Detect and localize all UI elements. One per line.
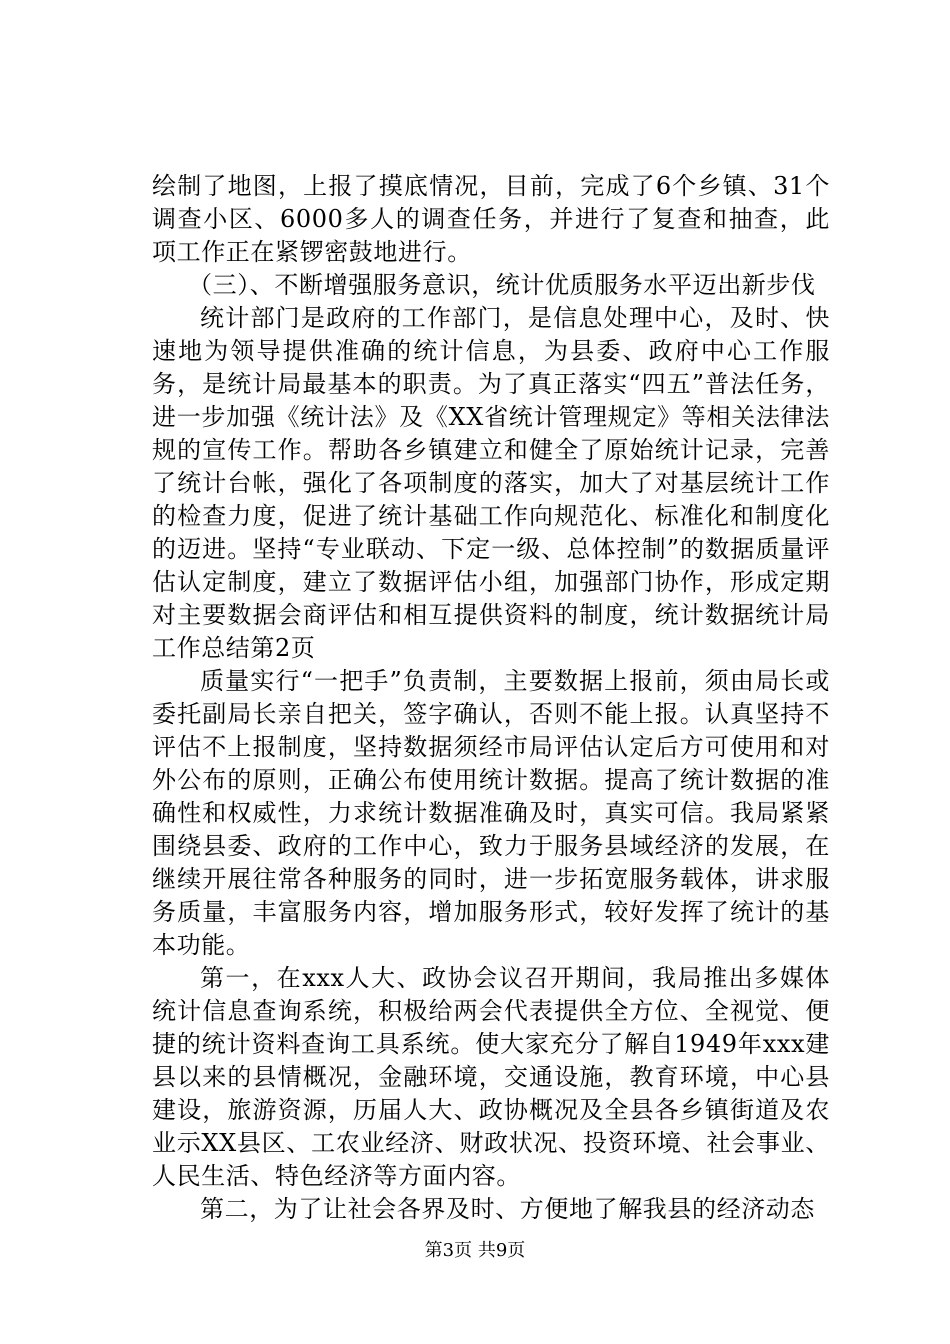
- paragraph-second-point: 第二，为了让社会各界及时、方便地了解我县的经济动态: [200, 1195, 815, 1223]
- page-footer: 第3页 共9页: [424, 1240, 526, 1261]
- paragraph-quality-responsibility: 质量实行“一把手”负责制，主要数据上报前，须由局长或委托副局长亲自把关，签字确认，否则不能上报。认真坚持不评估不上报制度，坚持数据须经市局评估认定后方可使用和对外公布的原则，正确公布使用统计数据。提高了统计数据的准确性和权威性，力求统计数据准确及时，真实可信。我局紧紧围绕县委、政府的工作中心，致力于服务县域经济的发展，在继续开展往常各种服务的同时，进一步拓宽服务载体，讲求服务质量，丰富服务内容，增加服务形式，较好发挥了统计的基本功能。: [152, 667, 830, 959]
- document-body: [152, 170, 830, 1226]
- section-heading: （三）、不断增强服务意识，统计优质服务水平迈出新步伐: [188, 271, 816, 299]
- paragraph-statistics-role: 统计部门是政府的工作部门，是信息处理中心，及时、快速地为领导提供准确的统计信息，为县委、政府中心工作服务，是统计局最基本的职责。为了真正落实“四五”普法任务，进一步加强《统计法》及《XX省统计管理规定》等相关法律法规的宣传工作。帮助各乡镇建立和健全了原始统计记录，完善了统计台帐，强化了各项制度的落实，加大了对基层统计工作的检查力度，促进了统计基础工作向规范化、标准化和制度化的迈进。坚持“专业联动、下定一级、总体控制”的数据质量评估认定制度，建立了数据评估小组，加强部门协作，形成定期对主要数据会商评估和相互提供资料的制度，统计数据统计局工作总结第2页: [152, 304, 830, 662]
- paragraph-first-point: 第一，在xxx人大、政协会议召开期间，我局推出多媒体统计信息查询系统，积极给两会代表提供全方位、全视觉、便捷的统计资料查询工具系统。使大家充分了解自1949年xxx建县以来的县情概况，金融环境，交通设施，教育环境，中心县建设，旅游资源，历届人大、政协概况及全县各乡镇街道及农业示XX县区、工农业经济、财政状况、投资环境、社会事业、人民生活、特色经济等方面内容。: [152, 964, 830, 1190]
- paragraph-continuation: 绘制了地图，上报了摸底情况，目前，完成了6个乡镇、31个调查小区、6000多人的调查任务，并进行了复查和抽查，此项工作正在紧锣密鼓地进行。: [152, 172, 830, 266]
